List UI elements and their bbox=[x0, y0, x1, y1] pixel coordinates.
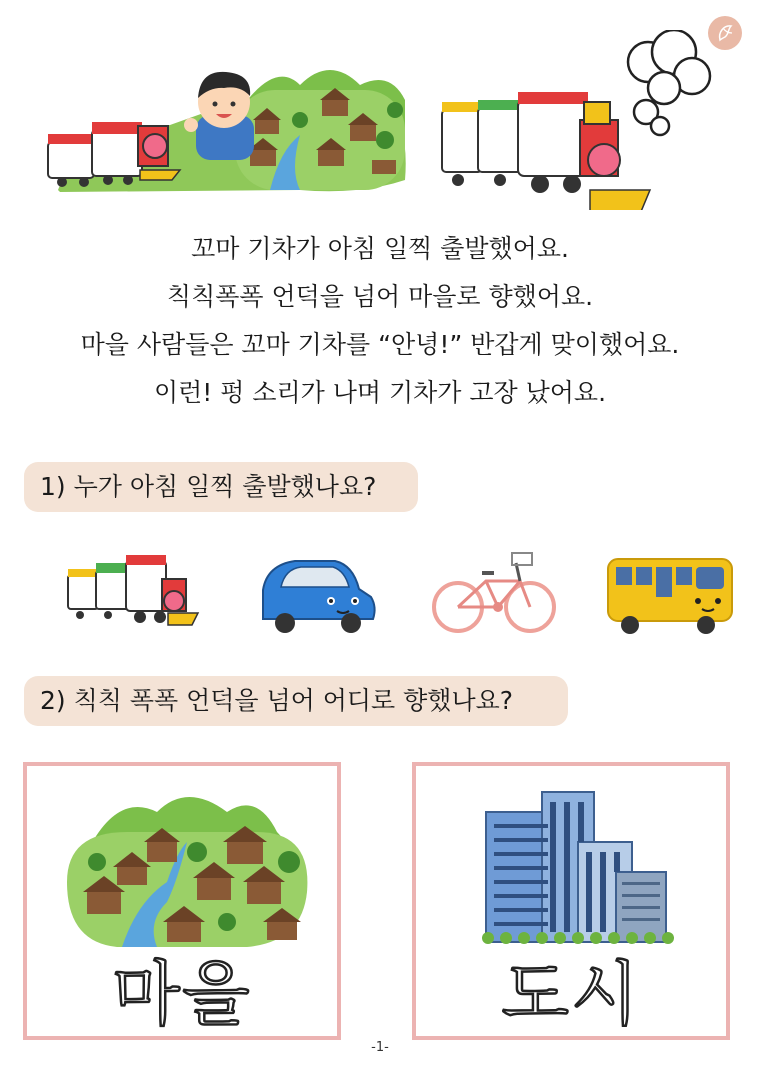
story-line-4: 이런! 펑 소리가 나며 기차가 고장 났어요. bbox=[153, 378, 607, 407]
city-buildings-icon bbox=[416, 772, 726, 952]
answer-label-city: 도시 bbox=[501, 953, 641, 1035]
choice-bicycle[interactable] bbox=[428, 545, 568, 645]
train-icon bbox=[442, 92, 650, 210]
story-line-2: 칙칙폭폭 언덕을 넘어 마을로 향했어요. bbox=[166, 282, 594, 311]
answer-label-village: 마을 bbox=[112, 953, 252, 1035]
page-number: -1- bbox=[371, 1040, 389, 1055]
smoke-icon bbox=[628, 30, 710, 135]
village-icon bbox=[27, 772, 337, 952]
story-line-3: 마을 사람들은 꼬마 기차를 “안녕!” 반갑게 맞이했어요. bbox=[80, 330, 680, 359]
choice-train[interactable] bbox=[62, 545, 202, 645]
bicycle-icon bbox=[428, 545, 568, 645]
question-2: 2) 칙칙 폭폭 언덕을 넘어 어디로 향했나요? bbox=[24, 676, 568, 726]
choice-bus[interactable] bbox=[604, 545, 744, 645]
story-text bbox=[30, 225, 730, 417]
answer-card-city[interactable] bbox=[412, 762, 730, 1040]
train-icon bbox=[62, 545, 202, 645]
question-1: 1) 누가 아침 일찍 출발했나요? bbox=[24, 462, 418, 512]
bus-icon bbox=[604, 545, 744, 645]
story-line-1: 꼬마 기차가 아침 일찍 출발했어요. bbox=[191, 234, 569, 263]
vehicle-choices bbox=[0, 545, 760, 645]
answer-card-village[interactable] bbox=[23, 762, 341, 1040]
village-icon bbox=[235, 88, 405, 190]
hero-illustration bbox=[0, 30, 760, 210]
car-icon bbox=[245, 545, 385, 645]
choice-car[interactable] bbox=[245, 545, 385, 645]
